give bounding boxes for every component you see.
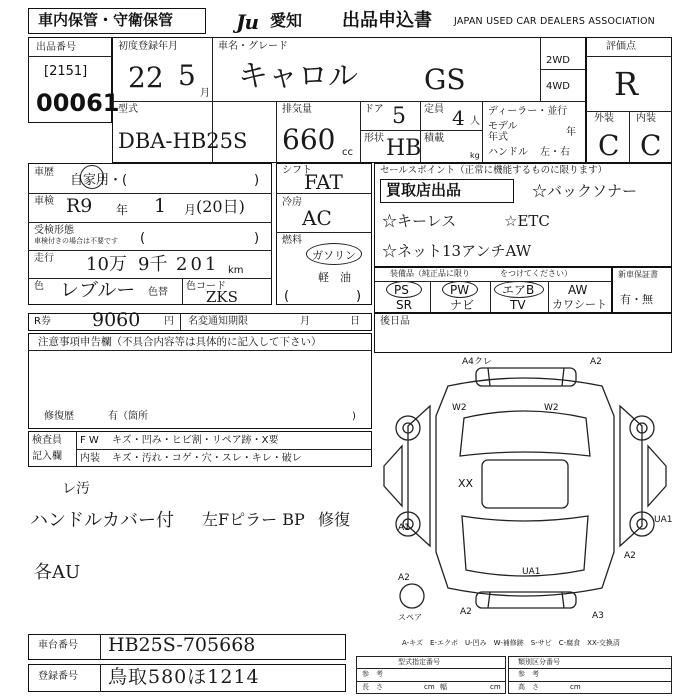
recycle-unit: 円 <box>164 316 174 327</box>
shift-label: シフト <box>282 165 312 176</box>
equip-ps: PS <box>394 283 409 297</box>
color-change-label: 色替 <box>148 287 168 298</box>
interior-label: 内装 <box>636 113 656 124</box>
car-grade: GS <box>424 63 466 96</box>
exterior-label: 外装 <box>594 113 614 124</box>
rating-score: R <box>614 65 639 103</box>
lot-code: [2151] <box>44 64 88 79</box>
damage-mark-ua1-rear: UA1 <box>522 567 541 577</box>
drive-2wd: 2WD <box>546 55 570 66</box>
inspector-row2: キズ・汚れ・コゲ・穴・スレ・キレ・破レ <box>112 453 302 464</box>
aircon-label: 冷房 <box>282 197 302 208</box>
shape-label: 形状 <box>364 133 384 144</box>
damage-mark-a2-left: A2 <box>398 573 410 583</box>
capacity-value: 4 <box>452 106 465 130</box>
dealer-label: ディーラー・並行 <box>488 106 568 117</box>
damage-mark-a2-right: A2 <box>624 551 636 561</box>
capacity-unit: 人 <box>470 116 480 127</box>
receipt-label: 受検形態 <box>34 225 74 236</box>
inspection-month: 1 <box>154 195 167 217</box>
mileage-man: 10万 <box>86 254 127 275</box>
year-unit: 年 <box>566 127 576 138</box>
notes-header: 注意事項申告欄（不具合内容等は具体的に記入して下さい） <box>38 336 322 348</box>
form-title: 出品申込書 <box>342 10 432 31</box>
damage-mark-ua1-right: UA1 <box>654 515 673 525</box>
equip-tv: TV <box>510 298 526 312</box>
equip-sr: SR <box>396 298 412 312</box>
model-year-label: モデル <box>488 121 518 132</box>
size-box-1-unit-1: cm <box>424 683 435 691</box>
sales-point-2: ☆キーレス <box>382 212 457 230</box>
color-code-label: 色コード <box>186 281 226 292</box>
receipt-paren-close: ) <box>254 231 260 246</box>
name-label: 車名・グレード <box>218 41 288 52</box>
damage-mark-xx: XX <box>458 477 474 490</box>
recycle-label: R券 <box>34 316 51 327</box>
size-box-2-label-2: 参 考 <box>518 670 539 678</box>
note-line-1: レ汚 <box>62 481 90 497</box>
category-circle <box>80 165 104 189</box>
note-line-3: 左Fピラー BP <box>202 510 305 529</box>
note-line-2: ハンドルカバー付 <box>30 510 174 531</box>
doors-value: 5 <box>392 104 406 129</box>
warranty-value: 有・無 <box>620 293 653 306</box>
plate-label: 登録番号 <box>38 671 78 682</box>
equipment-label: 装備品（純正品に限り <box>390 269 470 278</box>
fuel-gasoline: ガソリン <box>312 249 356 262</box>
equip-navi: ナビ <box>450 298 475 312</box>
category-label: 車歴 <box>34 167 54 178</box>
fuel-diesel: 軽 油 <box>318 271 351 284</box>
mileage-label: 走行 <box>34 253 54 264</box>
equip-airbag-circle <box>494 281 544 298</box>
registration-month: 5 <box>178 59 196 92</box>
model-value: DBA-HB25S <box>118 129 248 153</box>
fuel-circle <box>306 243 362 265</box>
inspection-year-unit: 年 <box>116 203 129 217</box>
size-box-1-label-1: 参 考 <box>362 670 383 678</box>
aircon-value: AC <box>302 206 332 230</box>
equip-aw: AW <box>568 283 588 297</box>
chassis-label: 車台番号 <box>38 640 78 651</box>
note-line-5: 各AU <box>34 562 81 583</box>
handle-label: ハンドル <box>488 147 528 158</box>
meigi-day: 日 <box>350 316 360 327</box>
mileage-rest: 201 <box>176 254 220 275</box>
equip-ps-circle <box>386 281 422 298</box>
rear-items-label: 後日品 <box>380 316 410 327</box>
inspector-row2-label: 内装 <box>80 453 100 464</box>
damage-mark-front: A4クレ <box>462 357 492 367</box>
spare-label: スペア <box>398 613 422 622</box>
equipment-label-2: をつけてください） <box>500 269 572 278</box>
plate-number: 鳥取580ほ1214 <box>108 666 260 688</box>
inspection-month-unit: 月 <box>184 203 197 217</box>
car-damage-diagram <box>378 356 672 636</box>
diagram-legend: A-キズ E-エクボ U-凹み W-補修跡 S-サビ C-腐食 XX-交換済 <box>402 639 620 647</box>
color-code: ZKS <box>206 288 238 306</box>
fuel-paren-close: ) <box>356 289 362 304</box>
size-box-2-label-3: 高 さ <box>518 683 539 691</box>
damage-mark-a1: A1 <box>398 523 410 533</box>
repair-value: 有（箇所 <box>108 411 148 422</box>
equip-airbag: エアB <box>502 283 535 297</box>
damage-mark-front-right: A2 <box>590 357 602 367</box>
logo-text: 愛知 <box>270 11 303 30</box>
storage-title: 車内保管・守衛保管 <box>38 11 174 29</box>
warranty-label: 新車保証書 <box>618 270 658 279</box>
inspection-label: 車検 <box>34 196 54 207</box>
mileage-unit: km <box>228 265 244 276</box>
year-label: 年式 <box>488 132 508 143</box>
shape-value: HB <box>386 136 422 161</box>
drive-4wd: 4WD <box>546 81 570 92</box>
interior-grade: C <box>640 129 662 162</box>
sales-points-label: セールスポイント（正常に機能するものに限ります） <box>380 165 608 176</box>
inspector-row1-label: F W <box>80 435 99 446</box>
lot-number: 00061 <box>36 89 120 117</box>
car-name: キャロル <box>238 59 358 94</box>
rear-items-box <box>374 313 672 353</box>
registration-label: 初度登録年月 <box>118 41 178 52</box>
load-label: 積載 <box>424 133 444 144</box>
association-name: JAPAN USED CAR DEALERS ASSOCIATION <box>454 16 655 27</box>
equip-leather: カワシート <box>552 298 607 311</box>
receipt-paren-open: ( <box>140 231 146 246</box>
damage-mark-w2-left: W2 <box>452 403 467 413</box>
registration-month-unit: 月 <box>200 88 210 99</box>
car-outline-svg <box>378 356 672 636</box>
sales-point-1: ☆バックソナー <box>532 182 638 200</box>
capacity-label: 定員 <box>424 104 444 115</box>
recycle-amount: 9060 <box>92 309 141 331</box>
size-box-1-label-3: 幅 <box>440 683 447 691</box>
ju-logo-mark: Ju <box>236 10 259 34</box>
inspector-label-1: 検査員 <box>32 435 62 446</box>
mileage-sen: 9千 <box>138 254 168 275</box>
handle-value: 左・右 <box>540 147 570 158</box>
fuel-paren-open: ( <box>284 289 290 304</box>
category-close: ) <box>254 173 260 188</box>
displacement-value: 660 <box>282 123 336 156</box>
doors-label: ドア <box>364 104 384 115</box>
color-value: レブルー <box>60 279 136 301</box>
lot-label: 出品番号 <box>36 42 76 53</box>
size-box-1-label-2: 長 さ <box>362 683 383 691</box>
inspector-row1: キズ・凹み・ヒビ割・リペア跡・X要 <box>112 435 279 446</box>
shift-value: FAT <box>304 170 343 194</box>
size-box-2-unit: cm <box>570 683 581 691</box>
fuel-label: 燃料 <box>282 235 302 246</box>
displacement-unit: cc <box>342 147 353 158</box>
repair-close: ) <box>352 411 356 422</box>
exterior-grade: C <box>598 129 620 162</box>
meigi-label: 名変通知期限 <box>188 316 248 327</box>
damage-mark-a3: A3 <box>592 611 604 621</box>
damage-mark-w2-right: W2 <box>544 403 559 413</box>
size-box-2-label-1: 類別区分番号 <box>518 658 560 666</box>
receipt-note: 車検付きの場合は不要です <box>34 237 118 245</box>
sales-point-4: ☆ネット13アンチAW <box>382 242 532 260</box>
inspection-era: R9 <box>66 195 93 217</box>
load-unit: kg <box>470 151 480 160</box>
rating-label: 評価点 <box>606 41 636 52</box>
meigi-month: 月 <box>300 316 310 327</box>
equip-pw: PW <box>450 283 470 297</box>
damage-mark-a2-rear: A2 <box>460 607 472 617</box>
inspector-label-2: 記入欄 <box>32 451 62 462</box>
buyer-badge: 買取店出品 <box>386 181 462 199</box>
displacement-label: 排気量 <box>282 104 312 115</box>
note-line-4: 修復 <box>318 510 351 529</box>
registration-year: 22 <box>128 61 164 94</box>
inspection-day: (20日) <box>196 197 245 216</box>
equip-pw-circle <box>442 281 478 298</box>
size-box-1-header: 型式指定番号 <box>398 658 440 666</box>
repair-label: 修復歴 <box>44 411 74 422</box>
chassis-number: HB25S-705668 <box>108 634 256 656</box>
model-label: 型式 <box>118 104 138 115</box>
size-box-1-unit-2: cm <box>490 683 501 691</box>
color-label: 色 <box>34 281 44 292</box>
sales-point-3: ☆ETC <box>504 212 550 230</box>
category-value: 自家用・( <box>70 173 128 188</box>
